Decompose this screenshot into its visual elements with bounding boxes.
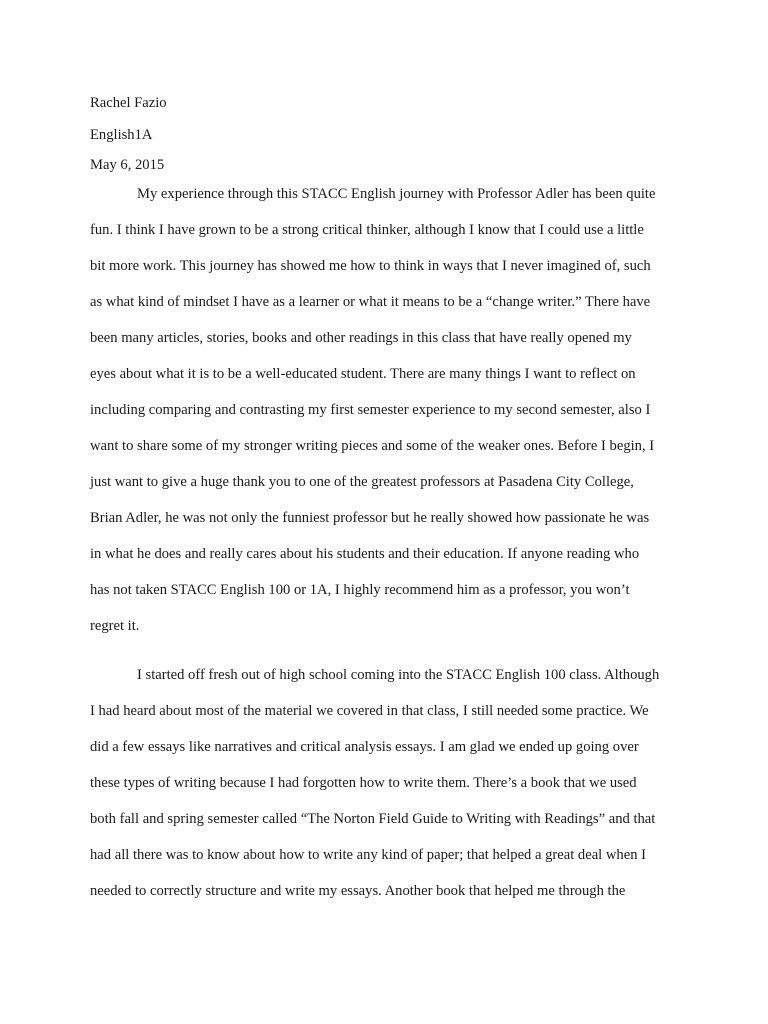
paragraph-line: both fall and spring semester called “The Norton Field Guide to Writing with Readings” and that	[90, 811, 656, 827]
paragraph-line: eyes about what it is to be a well-educated student. There are many things I want to reflect on	[90, 366, 636, 382]
author-name: Rachel Fazio	[90, 95, 167, 111]
paragraph-line: these types of writing because I had forgotten how to write them. There’s a book that we used	[90, 775, 637, 791]
paragraph-line: want to share some of my stronger writing pieces and some of the weaker ones. Before I begin, I	[90, 438, 655, 454]
paragraph-line: needed to correctly structure and write my essays. Another book that helped me through the	[90, 883, 626, 899]
paragraph-line: Brian Adler, he was not only the funniest professor but he really showed how passionate he was	[90, 510, 650, 526]
paragraph-line: fun. I think I have grown to be a strong critical thinker, although I know that I could use a little	[90, 222, 644, 238]
paragraph-line: My experience through this STACC English journey with Professor Adler has been quite	[137, 186, 656, 202]
paragraph-line: has not taken STACC English 100 or 1A, I highly recommend him as a professor, you won’t	[90, 582, 630, 598]
paragraph-line: did a few essays like narratives and critical analysis essays. I am glad we ended up going over	[90, 739, 639, 755]
paragraph-line: regret it.	[90, 618, 140, 634]
paragraph-line: in what he does and really cares about his students and their education. If anyone reading who	[90, 546, 640, 562]
paragraph-line: I had heard about most of the material we covered in that class, I still needed some practice. We	[90, 703, 649, 719]
document-date: May 6, 2015	[90, 157, 165, 173]
paragraph-line: as what kind of mindset I have as a learner or what it means to be a “change writer.” There have	[90, 294, 651, 310]
paragraph-line: been many articles, stories, books and other readings in this class that have really opened my	[90, 330, 632, 346]
paragraph-line: I started off fresh out of high school coming into the STACC English 100 class. Although	[137, 667, 660, 683]
paragraph-line: had all there was to know about how to write any kind of paper; that helped a great deal when I	[90, 847, 647, 863]
course-name: English1A	[90, 127, 153, 143]
paragraph-line: including comparing and contrasting my first semester experience to my second semester, also I	[90, 402, 651, 418]
paragraph-line: bit more work. This journey has showed me how to think in ways that I never imagined of, such	[90, 258, 651, 274]
paragraph-line: just want to give a huge thank you to one of the greatest professors at Pasadena City College,	[90, 474, 634, 490]
